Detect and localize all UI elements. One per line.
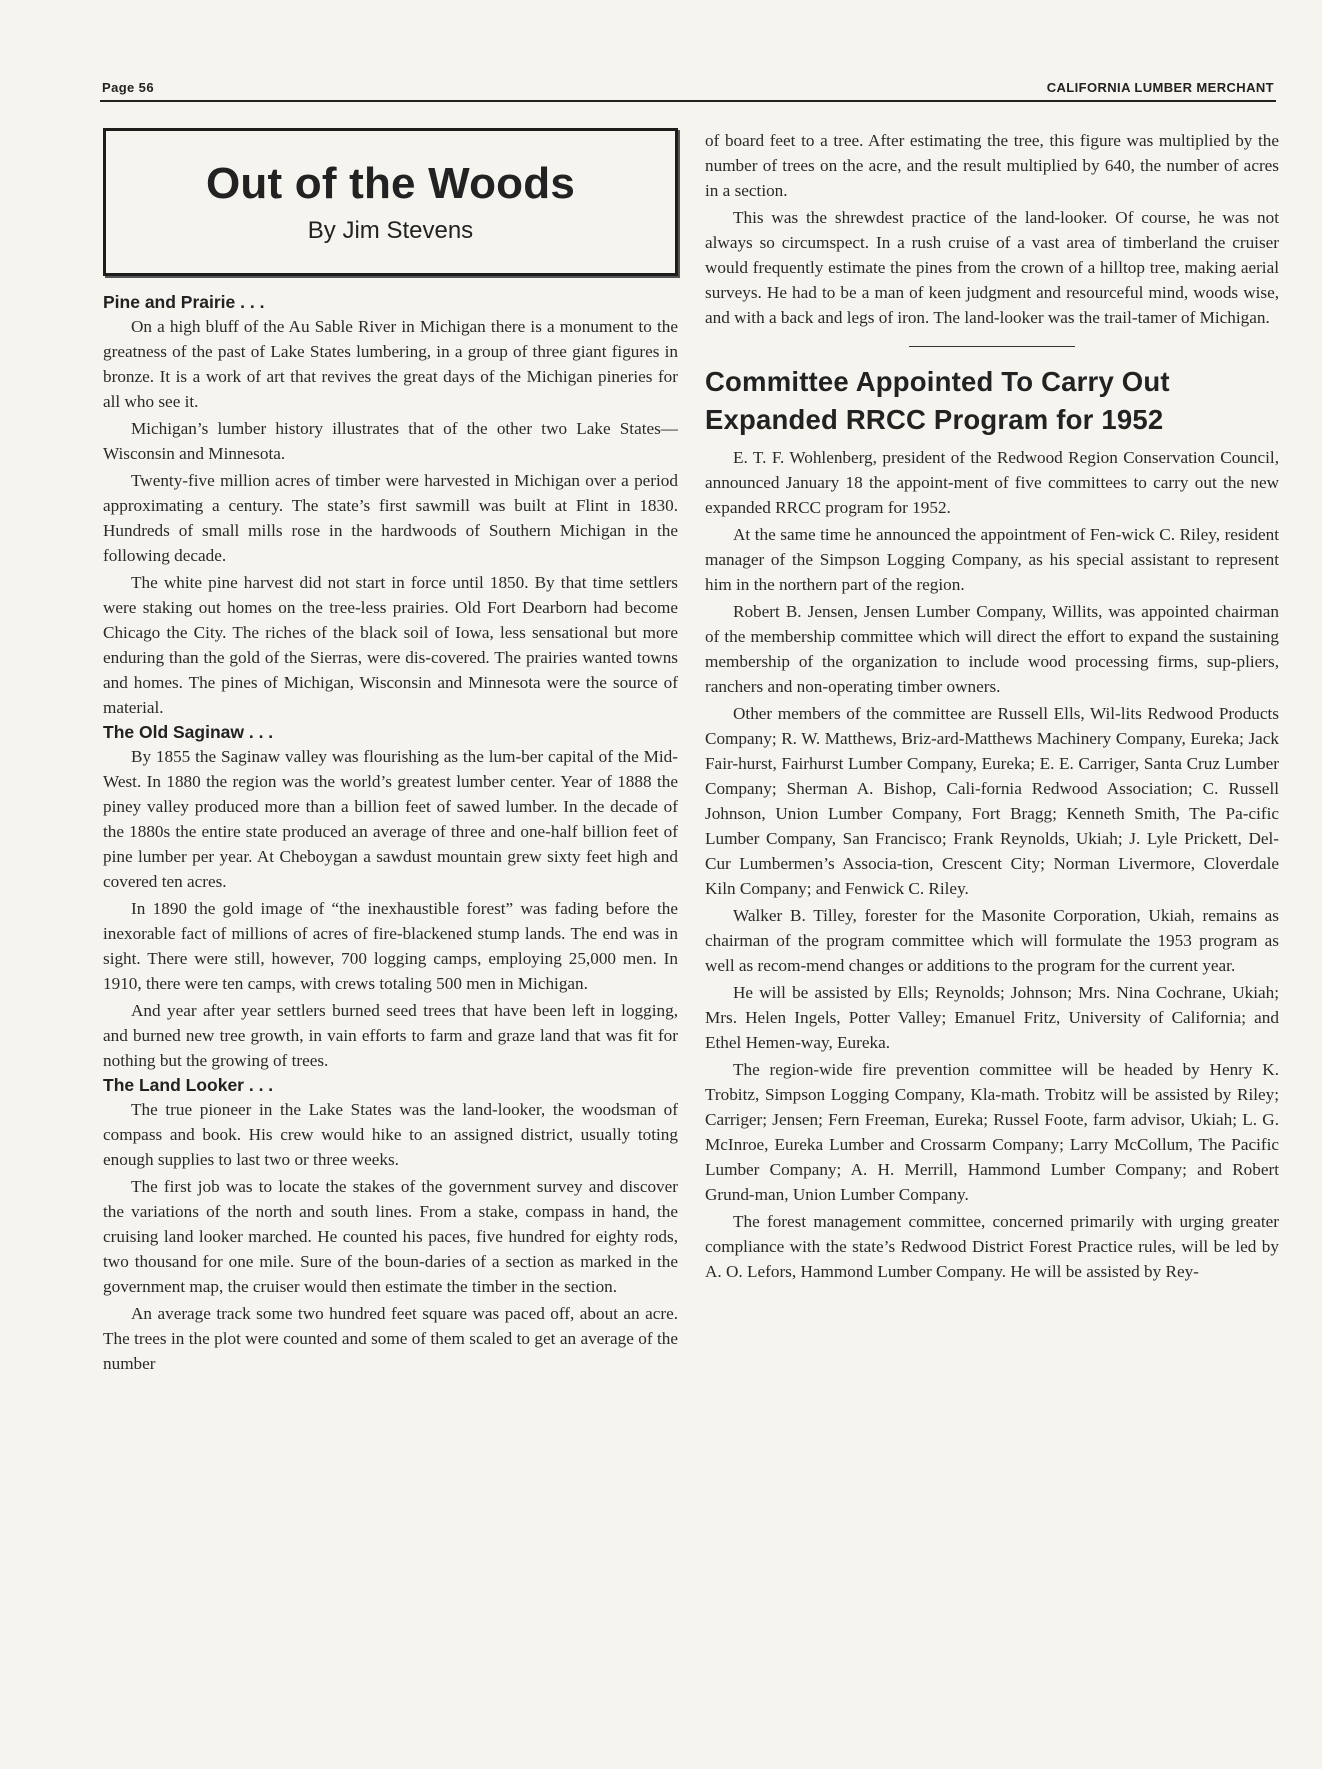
- paragraph: At the same time he announced the appointment of Fen-wick C. Riley, resident manager of the Simpson Logging Company, as his special assistant to represent him in the northern part of the region.: [705, 525, 1279, 594]
- article-byline: By Jim Stevens: [307, 217, 474, 244]
- paragraph: In 1890 the gold image of “the inexhaustible forest” was fading before the inexorable fact of millions of acres of fire-blackened stump lands. The end was in sight. There were still, however, 700 logging camps, employing 25,000 men. In 1910, there were ten camps, with crews totaling 500 men in Michigan.: [103, 899, 678, 993]
- paragraph: By 1855 the Saginaw valley was flourishing as the lum-ber capital of the Mid-West. In 1880 the region was the world’s greatest lumber center. Year of 1888 the piney valley produced more than a billion feet of sawed lumber. In the decade of the 1880s the entire state produced an average of three and one-half billion feet of pine lumber per year. At Cheboygan a sawdust mountain grew sixty feet high and covered ten acres.: [103, 747, 678, 891]
- page-number: Page 56: [102, 80, 154, 95]
- paragraph: Michigan’s lumber history illustrates that of the other two Lake States—Wisconsin and Minnesota.: [103, 419, 678, 463]
- paragraph: Walker B. Tilley, forester for the Masonite Corporation, Ukiah, remains as chairman of the program committee which will formulate the 1953 program as well as recom-mend changes or additions to the program for the current year.: [705, 906, 1279, 975]
- article-title-box: [103, 128, 678, 276]
- article-headline: Committee Appointed To Carry Out Expanded RRCC Program for 1952: [705, 366, 1170, 435]
- paragraph: Twenty-five million acres of timber were harvested in Michigan over a period approximating a century. The state’s first sawmill was built at Flint in 1830. Hundreds of small mills rose in the hardwoods of Southern Michigan in the following decade.: [103, 471, 678, 565]
- right-column: [705, 128, 1279, 1284]
- paragraph-continued: of board feet to a tree. After estimating the tree, this figure was multiplied by the number of trees on the acre, and the result multiplied by 640, the number of acres in a section.: [705, 131, 1279, 200]
- divider-rule: [909, 346, 1075, 347]
- section-heading: The Land Looker . . .: [103, 1075, 274, 1095]
- section-heading: Pine and Prairie . . .: [103, 292, 265, 312]
- publication-name: CALIFORNIA LUMBER MERCHANT: [1046, 80, 1274, 95]
- paragraph: The white pine harvest did not start in force until 1850. By that time settlers were staking out homes on the tree-less prairies. Old Fort Dearborn had become Chicago the City. The riches of the black soil of Iowa, less sensational but more enduring than the gold of the Sierras, were dis-covered. The prairies wanted towns and homes. The pines of Michigan, Wisconsin and Minnesota were the source of material.: [103, 573, 678, 717]
- paragraph: The region-wide fire prevention committee will be headed by Henry K. Trobitz, Simpson Logging Company, Kla-math. Trobitz will be assisted by Riley; Carriger; Jensen; Fern Freeman, Eureka; Russel Foote, farm advisor, Ukiah; L. G. McInroe, Eureka Lumber and Crossarm Company; Larry McCollum, The Pacific Lumber Company; A. H. Merrill, Hammond Lumber Company; and Robert Grund-man, Union Lumber Company.: [705, 1060, 1279, 1204]
- paragraph: He will be assisted by Ells; Reynolds; Johnson; Mrs. Nina Cochrane, Ukiah; Mrs. Helen Ingels, Potter Valley; Emanuel Fritz, University of California; and Ethel Hemen-way, Eureka.: [705, 983, 1279, 1052]
- section-heading: The Old Saginaw . . .: [103, 722, 274, 742]
- left-column: [103, 128, 678, 1376]
- paragraph: E. T. F. Wohlenberg, president of the Redwood Region Conservation Council, announced January 18 the appoint-ment of five committees to carry out the new expanded RRCC program for 1952.: [705, 448, 1279, 517]
- paragraph: The forest management committee, concerned primarily with urging greater compliance with the state’s Redwood District Forest Practice rules, will be led by A. O. Lefors, Hammond Lumber Company. He will be assisted by Rey-: [705, 1212, 1279, 1281]
- paragraph: The first job was to locate the stakes of the government survey and discover the variations of the north and south lines. From a stake, compass in hand, the cruising land looker marched. He counted his paces, five hundred for eighty rods, two thousand for one mile. Sure of the boun-daries of a section as marked in the government map, the cruiser would then estimate the timber in the section.: [103, 1177, 678, 1296]
- paragraph: On a high bluff of the Au Sable River in Michigan there is a monument to the greatness of the past of Lake States lumbering, in a group of three giant figures in bronze. It is a work of art that revives the great days of the Michigan pineries for all who see it.: [103, 317, 678, 411]
- paragraph: Other members of the committee are Russell Ells, Wil-lits Redwood Products Company; R. W. Matthews, Briz-ard-Matthews Machinery Company, Eureka; Jack Fair-hurst, Fairhurst Lumber Company, Eureka; E. E. Carriger, Santa Cruz Lumber Company; Sherman A. Bishop, Cali-fornia Redwood Association; C. Russell Johnson, Union Lumber Company, Fort Bragg; Kenneth Smith, The Pa-cific Lumber Company, San Francisco; Frank Reynolds, Ukiah; J. Lyle Prickett, Del-Cur Lumbermen’s Associa-tion, Crescent City; Norman Livermore, Cloverdale Kiln Company; and Fenwick C. Riley.: [705, 704, 1279, 898]
- paragraph: The true pioneer in the Lake States was the land-looker, the woodsman of compass and book. His crew would hike to an assigned district, usually toting enough supplies to last two or three weeks.: [103, 1100, 678, 1169]
- paragraph: Robert B. Jensen, Jensen Lumber Company, Willits, was appointed chairman of the membership committee which will direct the effort to expand the sustaining membership of the organization to include wood processing firms, sup-pliers, ranchers and non-operating timber owners.: [705, 602, 1279, 696]
- paragraph: And year after year settlers burned seed trees that have been left in logging, and burned new tree growth, in vain efforts to farm and graze land that was fit for nothing but the growing of trees.: [103, 1001, 678, 1070]
- paragraph: An average track some two hundred feet square was paced off, about an acre. The trees in the plot were counted and some of them scaled to get an average of the number: [103, 1304, 678, 1373]
- paragraph: This was the shrewdest practice of the land-looker. Of course, he was not always so circumspect. In a rush cruise of a vast area of timberland the cruiser would frequently estimate the pines from the crown of a hilltop tree, making aerial surveys. He had to be a man of keen judgment and resourceful mind, woods wise, and with a back and legs of iron. The land-looker was the trail-tamer of Michigan.: [705, 208, 1279, 327]
- page-header: [100, 78, 1276, 102]
- article-title: Out of the Woods: [206, 159, 575, 208]
